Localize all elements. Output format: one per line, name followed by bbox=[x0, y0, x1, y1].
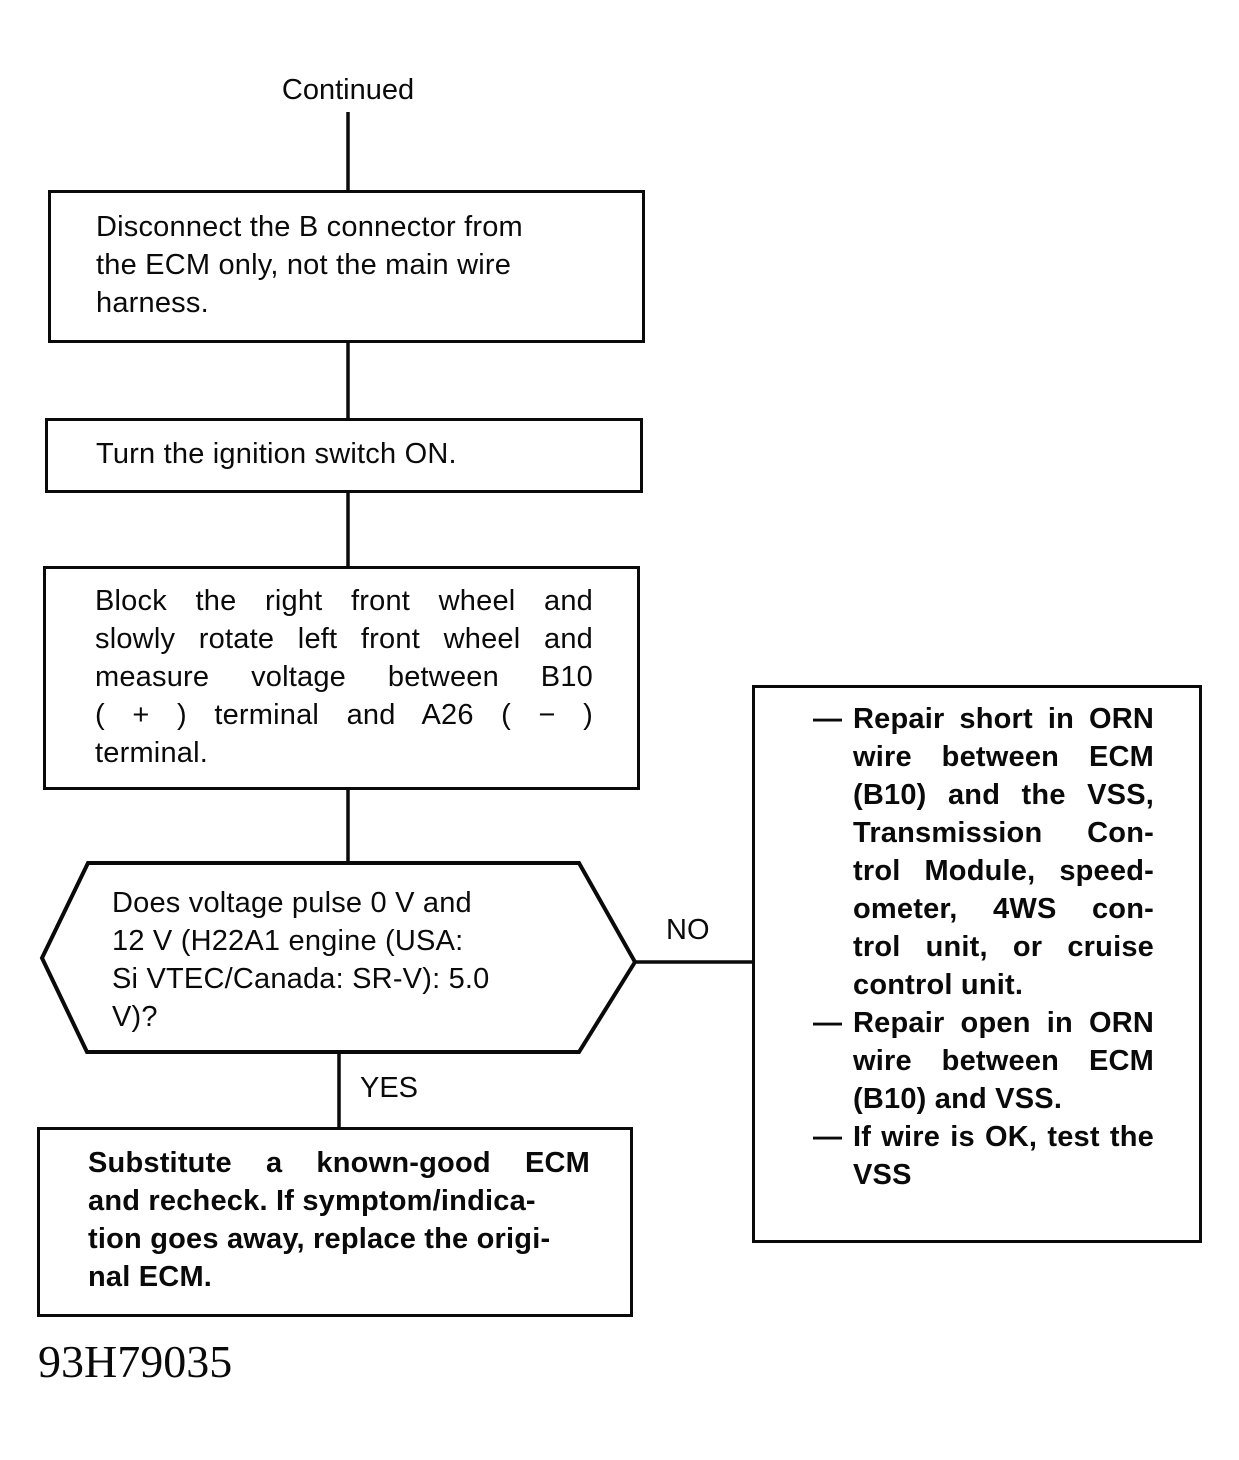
process-box-measure-line: measure voltage between B10 bbox=[95, 661, 593, 693]
action-box-substitute-ecm bbox=[37, 1127, 633, 1317]
branch-label-no: NO bbox=[666, 914, 710, 946]
repair-item-line: If wire is OK, test the bbox=[853, 1121, 1154, 1153]
repair-item-open bbox=[813, 1004, 1154, 1118]
dash-bullet: — bbox=[813, 1121, 843, 1153]
action-box-substitute-line: tion goes away, replace the origi- bbox=[88, 1223, 551, 1255]
process-box-ignition bbox=[45, 418, 643, 493]
decision-line: V)? bbox=[112, 1001, 158, 1033]
process-box-measure bbox=[43, 566, 640, 790]
repair-item-line: wire between ECM bbox=[853, 741, 1154, 773]
process-box-ignition-line: Turn the ignition switch ON. bbox=[96, 438, 457, 470]
action-box-substitute-line: nal ECM. bbox=[88, 1261, 213, 1293]
repair-item-line: trol Module, speed- bbox=[853, 855, 1154, 887]
action-box-substitute-line: Substitute a known-good ECM bbox=[88, 1147, 590, 1179]
repair-item-line: Transmission Con- bbox=[853, 817, 1154, 849]
process-box-measure-line: ( + ) terminal and A26 ( − ) bbox=[95, 699, 593, 731]
process-box-disconnect-line: Disconnect the B connector from bbox=[96, 211, 523, 243]
repair-item-line: VSS bbox=[853, 1159, 912, 1191]
repair-item-line: Repair short in ORN bbox=[853, 703, 1154, 735]
decision-line: Si VTEC/Canada: SR-V): 5.0 bbox=[112, 963, 490, 995]
repair-item-line: control unit. bbox=[853, 969, 1024, 1001]
branch-label-yes: YES bbox=[360, 1072, 419, 1104]
decision-line: Does voltage pulse 0 V and bbox=[112, 887, 472, 919]
process-box-measure-line: slowly rotate left front wheel and bbox=[95, 623, 593, 655]
repair-item-line: ometer, 4WS con- bbox=[853, 893, 1154, 925]
process-box-disconnect-line: harness. bbox=[96, 287, 209, 319]
action-box-repair-wire bbox=[752, 685, 1202, 1243]
dash-bullet: — bbox=[813, 703, 843, 735]
decision-line: 12 V (H22A1 engine (USA: bbox=[112, 925, 464, 957]
repair-item-line: trol unit, or cruise bbox=[853, 931, 1154, 963]
repair-item-line: wire between ECM bbox=[853, 1045, 1154, 1077]
action-box-substitute-line: and recheck. If symptom/indica- bbox=[88, 1185, 536, 1217]
dash-bullet: — bbox=[813, 1007, 843, 1039]
figure-code: 93H79035 bbox=[38, 1336, 233, 1387]
repair-item-line: (B10) and VSS. bbox=[853, 1083, 1063, 1115]
process-box-disconnect bbox=[48, 190, 645, 343]
repair-item-line: Repair open in ORN bbox=[853, 1007, 1154, 1039]
repair-item-test-vss bbox=[813, 1118, 1154, 1194]
repair-item-short bbox=[813, 700, 1154, 1004]
process-box-disconnect-line: the ECM only, not the main wire bbox=[96, 249, 512, 281]
decision-hexagon bbox=[112, 884, 554, 1036]
process-box-measure-line: Block the right front wheel and bbox=[95, 585, 593, 617]
continued-label: Continued bbox=[281, 74, 415, 106]
process-box-measure-line: terminal. bbox=[95, 737, 208, 769]
repair-item-line: (B10) and the VSS, bbox=[853, 779, 1154, 811]
